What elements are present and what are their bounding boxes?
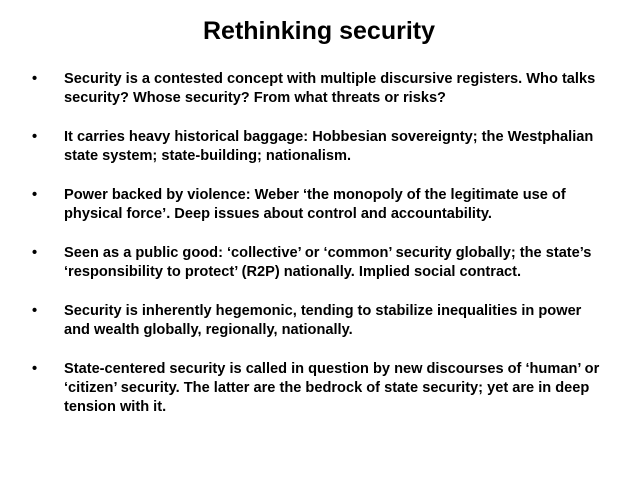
bullet-text: State-centered security is called in question by new discourses of ‘human’ or ‘citizen’ security. The latter are the bedrock of state security; yet are in deep tension with it. bbox=[64, 361, 600, 415]
bullet-item bbox=[30, 360, 610, 417]
bullet-item bbox=[30, 186, 610, 224]
bullet-list bbox=[30, 70, 610, 437]
bullet-text: Power backed by violence: Weber ‘the monopoly of the legitimate use of physical force’. Deep issues about control and accountability. bbox=[64, 187, 566, 222]
bullet-marker: • bbox=[32, 71, 38, 87]
bullet-marker: • bbox=[32, 187, 38, 203]
bullet-text: It carries heavy historical baggage: Hobbesian sovereignty; the Westphalian state system; state-building; nationalism. bbox=[64, 129, 594, 164]
bullet-item bbox=[30, 70, 610, 108]
bullet-marker: • bbox=[32, 303, 38, 319]
bullet-text: Security is inherently hegemonic, tending to stabilize inequalities in power and wealth globally, regionally, nationally. bbox=[64, 303, 582, 338]
bullet-marker: • bbox=[32, 245, 38, 261]
bullet-marker: • bbox=[32, 361, 38, 377]
bullet-item bbox=[30, 244, 610, 282]
bullet-item bbox=[30, 128, 610, 166]
bullet-item bbox=[30, 302, 610, 340]
bullet-text: Seen as a public good: ‘collective’ or ‘common’ security globally; the state’s ‘responsibility to protect’ (R2P) nationally. Implied social contract. bbox=[64, 245, 592, 280]
bullet-text: Security is a contested concept with multiple discursive registers. Who talks security? Whose security? From what threats or risks? bbox=[64, 71, 596, 106]
bullet-marker: • bbox=[32, 129, 38, 145]
slide-title: Rethinking security bbox=[203, 17, 435, 45]
